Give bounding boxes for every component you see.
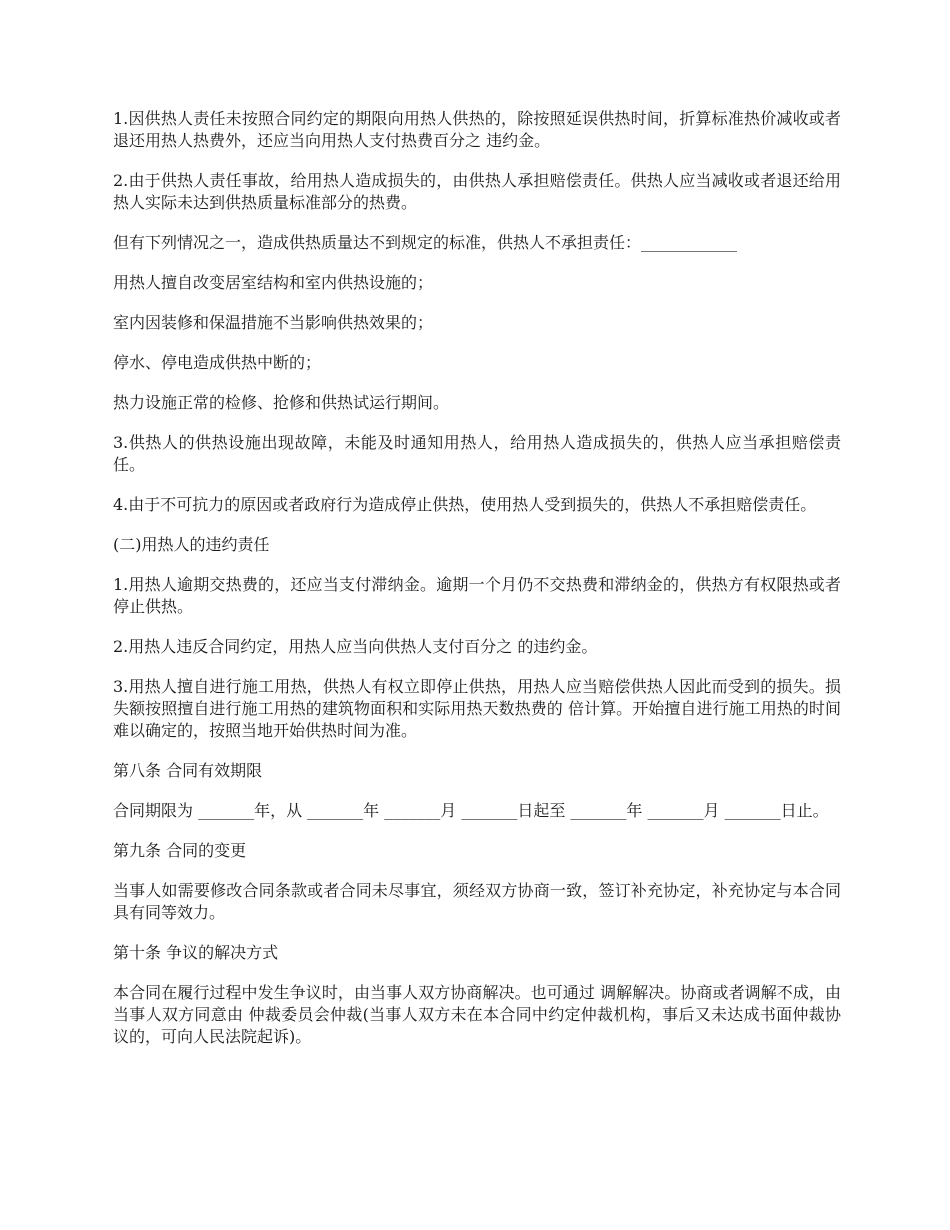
clause-contract-term: 合同期限为 _______年，从 _______年 _______月 _______日起至 _______年 _______月 _______日止。 [113,801,829,820]
clause-unauthorized-use: 3.用热人擅自进行施工用热，供热人有权立即停止供热，用热人应当赔偿供热人因此而受到的损失。损失额按照擅自进行施工用热的建筑物面积和实际用热天数热费的 倍计算。开始擅自进行施工用热的时间难以确定的，按照当地开始供热时间为准。 [113,677,841,740]
clause-facility-failure: 3.供热人的供热设施出现故障，未能及时通知用热人，给用热人造成损失的，供热人应当承担赔偿责任。 [113,433,841,474]
document-page [113,108,841,1066]
exemption-item-maintenance: 热力设施正常的检修、抢修和供热试运行期间。 [113,393,450,412]
clause-late-payment: 1.用热人逾期交热费的，还应当支付滞纳金。逾期一个月仍不交热费和滞纳金的，供热方有权限热或者停止供热。 [113,575,841,616]
clause-force-majeure: 4.由于不可抗力的原因或者政府行为造成停止供热，使用热人受到损失的，供热人不承担赔偿责任。 [113,495,817,514]
exemption-item-structure: 用热人擅自改变居室结构和室内供热设施的； [113,273,434,292]
clause-heat-supplier-accident: 2.由于供热人责任事故，给用热人造成损失的，由供热人承担赔偿责任。供热人应当减收或者退还给用热人实际未达到供热质量标准部分的热费。 [113,171,841,212]
clause-heat-supplier-delay: 1.因供热人责任未按照合同约定的期限向用热人供热的，除按照延误供热时间，折算标准热价减收或者退还用热人热费外，还应当向用热人支付热费百分之 违约金。 [113,109,841,150]
exemption-item-renovation: 室内因装修和保温措施不当影响供热效果的； [113,313,434,332]
clause-dispute-resolution: 本合同在履行过程中发生争议时，由当事人双方协商解决。也可通过 调解解决。协商或者调解不成，由当事人双方同意由 仲裁委员会仲裁(当事人双方未在本合同中约定仲裁机构，事后又未达成书面仲裁协议的，可向人民法院起诉)。 [113,983,841,1046]
exemption-item-outage: 停水、停电造成供热中断的； [113,353,322,372]
article-8-heading: 第八条 合同有效期限 [113,761,263,780]
clause-user-breach: 2.用热人违反合同约定，用热人应当向供热人支付百分之 的违约金。 [113,637,598,656]
article-10-heading: 第十条 争议的解决方式 [113,943,279,962]
article-9-heading: 第九条 合同的变更 [113,841,247,860]
clause-exemptions-intro: 但有下列情况之一，造成供热质量达不到规定的标准，供热人不承担责任：____________ [113,233,738,252]
clause-contract-changes: 当事人如需要修改合同条款或者合同未尽事宜，须经双方协商一致，签订补充协定，补充协定与本合同具有同等效力。 [113,881,841,922]
section-heading-user-liability: (二)用热人的违约责任 [113,535,270,554]
